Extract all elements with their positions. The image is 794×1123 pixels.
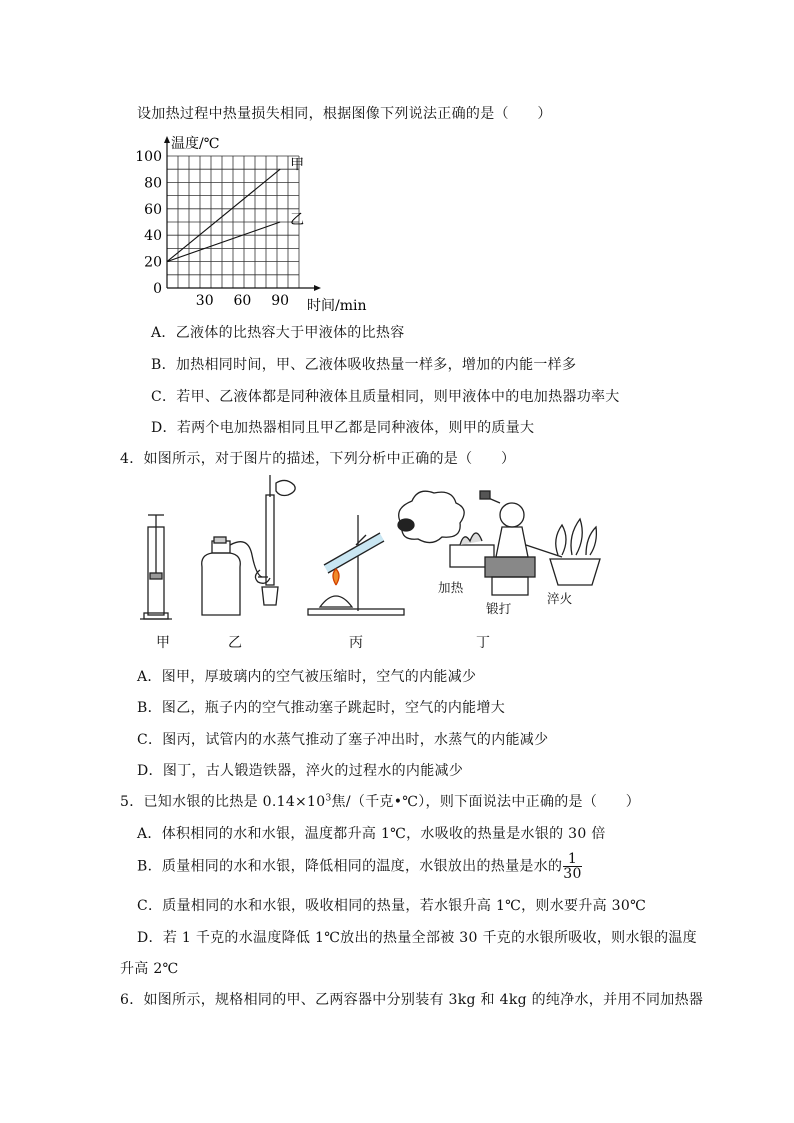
- figure-label-yi: 乙: [228, 635, 243, 651]
- bottle-pump-illustration: [202, 475, 295, 615]
- x-axis-arrow: [314, 285, 321, 291]
- chart-labels: [135, 135, 366, 314]
- q4-stem: 4．如图所示，对于图片的描述，下列分析中正确的是（ ）: [120, 451, 516, 467]
- q3-option-d: D．若两个电加热器相同且甲乙都是同种液体，则甲的质量大: [151, 420, 535, 436]
- q3-option-a: A．乙液体的比热容大于甲液体的比热容: [151, 325, 405, 341]
- y-tick-label: 60: [144, 201, 162, 218]
- figure-label-jia: 甲: [156, 635, 171, 651]
- chart-lines: [167, 169, 280, 261]
- q6-stem: 6．如图所示，规格相同的甲、乙两容器中分别装有 3kg 和 4kg 的纯净水，并用不同加热器: [120, 992, 704, 1008]
- q4-option-a: A．图甲，厚玻璃内的空气被压缩时，空气的内能减少: [137, 669, 477, 685]
- blacksmith-illustration: [450, 491, 600, 595]
- fraction-one-thirtieth: $\frac{1}{30}$: [563, 851, 582, 882]
- y-tick-label: 20: [144, 254, 162, 271]
- annotation-heating: 加热: [438, 580, 464, 595]
- q4-figure: [130, 475, 690, 650]
- x-tick-label: 90: [271, 293, 290, 309]
- fire-syringe-illustration: [140, 515, 172, 619]
- figure-label-bing: 丙: [349, 635, 364, 651]
- q3-option-b: B．加热相同时间，甲、乙液体吸收热量一样多，增加的内能一样多: [151, 357, 577, 373]
- x-tick-label: 30: [195, 293, 214, 309]
- q3-stem: 设加热过程中热量损失相同，根据图像下列说法正确的是（ ）: [137, 106, 552, 122]
- q4-option-c: C．图丙，试管内的水蒸气推动了塞子冲出时，水蒸气的内能减少: [137, 732, 549, 748]
- series-label-yi: 乙: [290, 212, 305, 228]
- q5-option-d-line1: D．若 1 千克的水温度降低 1℃放出的热量全部被 30 千克的水银所吸收，则水银的温度: [137, 930, 697, 946]
- figure-label-ding: 丁: [476, 635, 491, 651]
- q4-option-b: B．图乙，瓶子内的空气推动塞子跳起时，空气的内能增大: [137, 700, 506, 716]
- y-tick-label: 40: [144, 228, 162, 245]
- series-label-jia: 甲: [290, 157, 305, 174]
- q4-option-d: D．图丁，古人锻造铁器，淬火的过程水的内能减少: [137, 763, 464, 779]
- y-tick-label: 0: [153, 281, 162, 297]
- q5-option-b: B．质量相同的水和水银，降低相同的温度，水银放出的热量是水的 $\frac{1}{30}$: [137, 851, 582, 882]
- q5-stem: 5．已知水银的比热是 $0.14\times 10^3$焦/（千克•℃），则下面说法中正确的是（ ）: [120, 793, 641, 810]
- annotation-forging: 锻打: [486, 601, 512, 616]
- q5-option-c: C．质量相同的水和水银，吸收相同的热量，若水银升高 1℃，则水要升高 30℃: [137, 898, 647, 914]
- series-line-yi: [167, 222, 280, 262]
- y-tick-label: 100: [135, 149, 162, 165]
- x-axis-label: 时间/min: [307, 298, 367, 314]
- y-tick-label: 80: [144, 175, 162, 192]
- y-axis-label: 温度/℃: [171, 136, 220, 152]
- y-axis-arrow: [164, 136, 170, 143]
- q3-option-c: C．若甲、乙液体都是同种液体且质量相同，则甲液体中的电加热器功率大: [151, 389, 620, 405]
- temperature-time-chart: [135, 128, 385, 318]
- q5-option-a: A．体积相同的水和水银，温度都升高 1℃，水吸收的热量是水银的 30 倍: [137, 826, 606, 842]
- q5-option-d-line2: 升高 2℃: [120, 961, 179, 977]
- test-tube-illustration: [308, 491, 464, 615]
- series-line-jia: [167, 169, 280, 261]
- annotation-quenching: 淬火: [547, 591, 573, 606]
- x-tick-label: 60: [233, 293, 252, 309]
